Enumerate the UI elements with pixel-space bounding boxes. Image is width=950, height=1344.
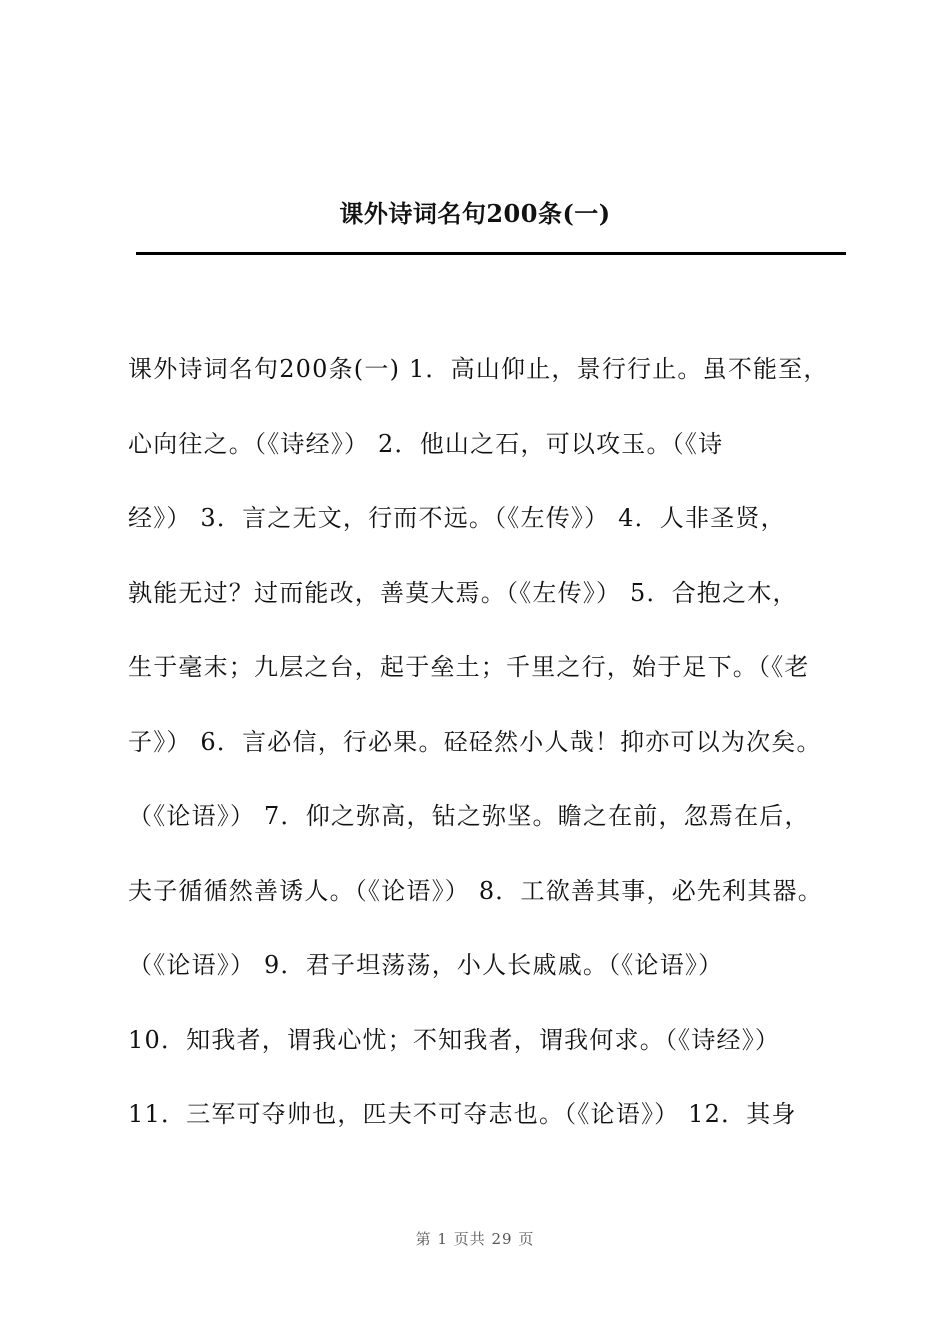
body-line: 11．三军可夺帅也，匹夫不可夺志也。（《论语》） 12．其身 [128,1100,797,1128]
title-underline-rule [136,252,846,255]
body-line: 经》） 3．言之无文，行而不远。（《左传》） 4．人非圣贤， [128,504,786,532]
body-line: 子》） 6．言必信，行必果。硁硁然小人哉！抑亦可以为次矣。 [128,727,822,756]
body-line: 夫子循循然善诱人。（《论语》） 8．工欲善其事，必先利其器。 [128,876,823,905]
body-text [128,346,868,1166]
body-line: 10．知我者，谓我心忧；不知我者，谓我何求。（《诗经》） [128,1025,781,1054]
body-line: 孰能无过？过而能改，善莫大焉。（《左传》） 5．合抱之木， [128,578,798,607]
body-line: 心向往之。（《诗经》） 2．他山之石，可以攻玉。（《诗 [128,429,724,458]
body-line: （《论语》） 7．仰之弥高，钻之弥坚。瞻之在前，忽焉在后， [128,802,810,830]
body-line: 课外诗词名句200条(一) 1．高山仰止，景行行止。虽不能至， [128,355,829,383]
body-line: 生于毫末；九层之台，起于垒土；千里之行，始于足下。（《老 [128,653,810,681]
body-line: （《论语》） 9．君子坦荡荡，小人长戚戚。（《论语》） [128,951,724,979]
page-title: 课外诗词名句200条(一) [339,199,611,228]
page-number-footer: 第 1 页共 29 页 [415,1230,535,1248]
